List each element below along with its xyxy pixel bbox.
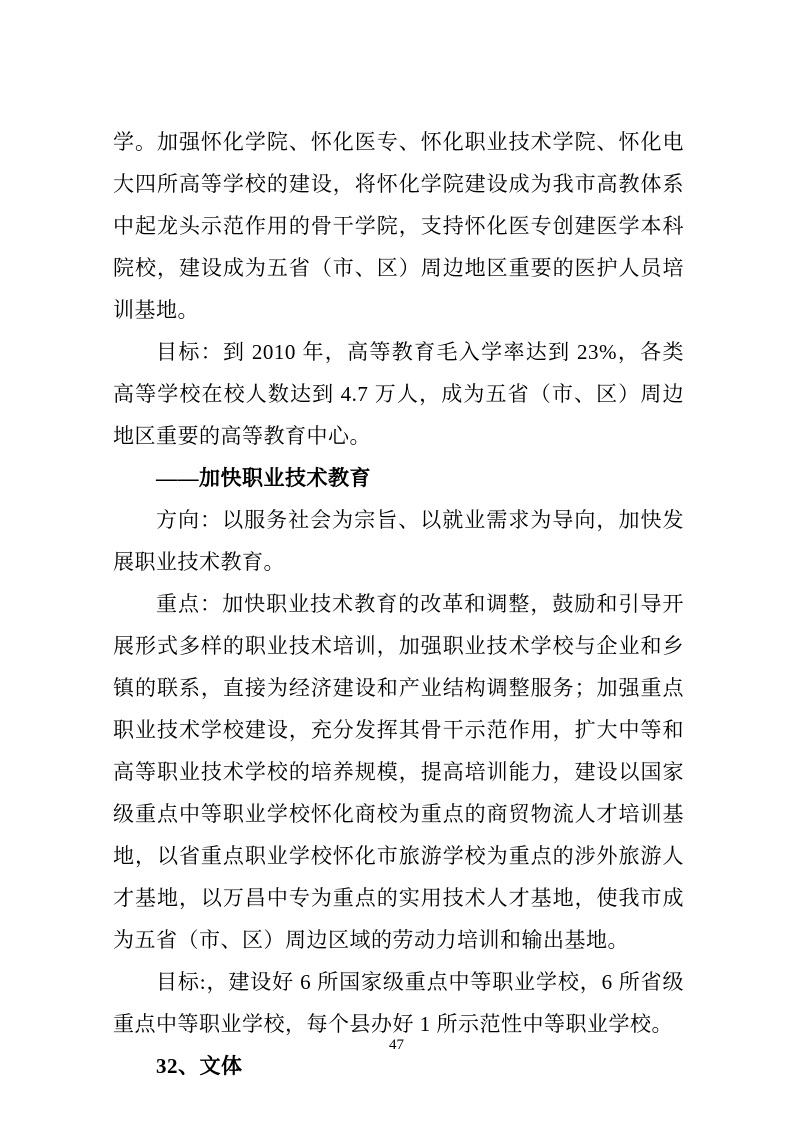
paragraph-vocational-key-points: 重点：加快职业技术教育的改革和调整，鼓励和引导开展形式多样的职业技术培训，加强职业技术学校与企业和乡镇的联系，直接为经济建设和产业结构调整服务；加强重点职业技术学校建设，充分发挥其骨干示范作用，扩大中等和高等职业技术学校的培养规模，提高培训能力，建设以国家级重点中等职业学校怀化商校为重点的商贸物流人才培训基地，以省重点职业学校怀化市旅游学校为重点的涉外旅游人才基地，以万昌中专为重点的实用技术人才基地，使我市成为五省（市、区）周边区域的劳动力培训和输出基地。 — [113, 592, 684, 952]
page-number: 47 — [389, 1037, 404, 1053]
paragraph-higher-education-continuation: 学。加强怀化学院、怀化医专、怀化职业技术学院、怀化电大四所高等学校的建设，将怀化学院建设成为我市高教体系中起龙头示范作用的骨干学院，支持怀化医专创建医学本科院校，建设成为五省（市、区）周边地区重要的医护人员培训基地。 — [113, 130, 684, 322]
heading-accelerate-vocational-education: ——加快职业技术教育 — [156, 466, 371, 490]
paragraph-higher-education-goal: 目标：到 2010 年，高等教育毛入学率达到 23%，各类高等学校在校人数达到 4.7 万人，成为五省（市、区）周边地区重要的高等教育中心。 — [113, 340, 684, 448]
document-body — [113, 121, 684, 1087]
heading-section-32-culture-sports: 32、文体 — [156, 1054, 243, 1078]
paragraph-vocational-direction: 方向：以服务社会为宗旨、以就业需求为导向，加快发展职业技术教育。 — [113, 508, 684, 574]
paragraph-vocational-goal: 目标:，建设好 6 所国家级重点中等职业学校，6 所省级重点中等职业学校，每个县办好 1 所示范性中等职业学校。 — [113, 970, 684, 1036]
